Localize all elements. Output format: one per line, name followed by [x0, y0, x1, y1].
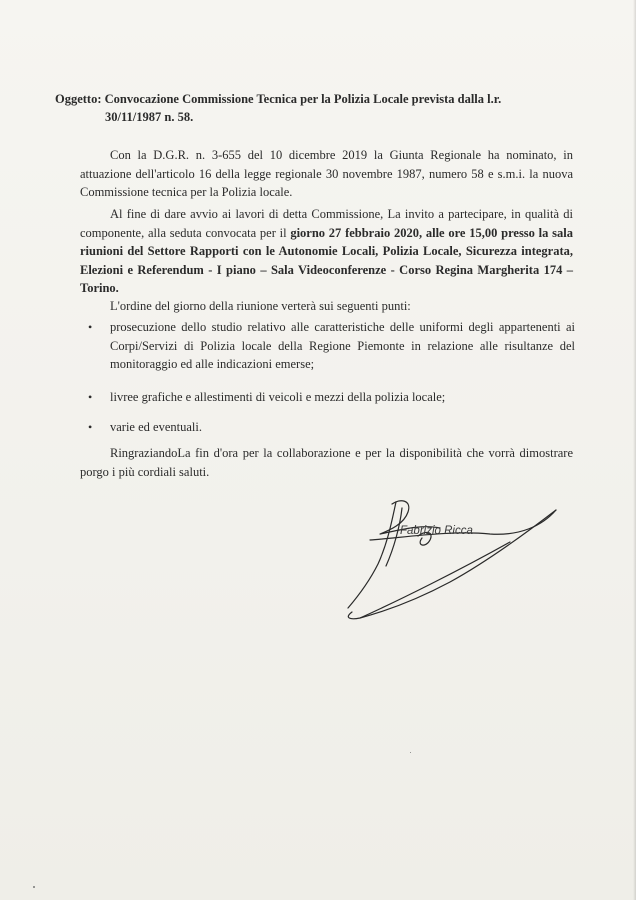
- bullet-icon: •: [88, 389, 93, 404]
- agenda-item-text: varie ed eventuali.: [110, 420, 202, 434]
- agenda-item-text: livree grafiche e allestimenti di veicoli e mezzi della polizia locale;: [110, 389, 446, 404]
- agenda-item: [80, 418, 575, 437]
- agenda-intro: L'ordine del giorno della riunione verterà sui seguenti punti:: [110, 299, 411, 313]
- agenda-item: [80, 388, 575, 407]
- agenda-list: [80, 318, 575, 437]
- paragraph-dgr-text: Con la D.G.R. n. 3-655 del 10 dicembre 2019 la Giunta Regionale ha nominato, in attuazione dell'articolo 16 della legge regionale 30 novembre 1987, numero 58 e s.m.i. la nuova Commissione tecnica per la Polizia locale.: [80, 148, 573, 199]
- agenda-item: [80, 318, 575, 374]
- signature-block: [330, 490, 600, 630]
- meeting-details: giorno 27 febbraio 2020, alle ore 15,00 presso la sala riunioni del Settore Rapporti con le Autonomie Locali, Polizia Locale, Sicurezza integrata, Elezioni e Referendum - I piano – Sala Videoconferenze - Corso Regina Margherita 174 – Torino.: [80, 225, 573, 295]
- handwritten-signature: [330, 490, 600, 630]
- scan-speck: [410, 752, 411, 753]
- closing-paragraph: [80, 444, 573, 481]
- signature-name: Fabrizio Ricca: [400, 525, 473, 537]
- paragraph-invitation: [80, 205, 573, 298]
- agenda-item-text: prosecuzione dello studio relativo alle caratteristiche delle uniformi degli appartenenti ai Corpi/Servizi di Polizia locale della Regione Piemonte in relazione alle risultanze del monitoraggio ed alle indicazioni emerse;: [110, 320, 575, 371]
- letter-subject: [55, 90, 575, 126]
- subject-line-1: Convocazione Commissione Tecnica per la Polizia Locale prevista dalla l.r.: [104, 92, 502, 106]
- bullet-icon: •: [88, 420, 93, 434]
- subject-line-2: 30/11/1987 n. 58.: [105, 110, 194, 124]
- closing-text: RingraziandoLa fin d'ora per la collaborazione e per la disponibilità che vorrà dimostrare porgo i più cordiali saluti.: [80, 446, 573, 479]
- subject-label: Oggetto:: [55, 92, 102, 106]
- scan-speck: [33, 886, 35, 888]
- invitation-text: Al fine di dare avvio ai lavori di detta Commissione, La invito a partecipare, in qualità di componente, alla seduta convocata per il: [80, 207, 573, 240]
- paragraph-dgr: [80, 146, 573, 202]
- bullet-icon: •: [88, 320, 93, 334]
